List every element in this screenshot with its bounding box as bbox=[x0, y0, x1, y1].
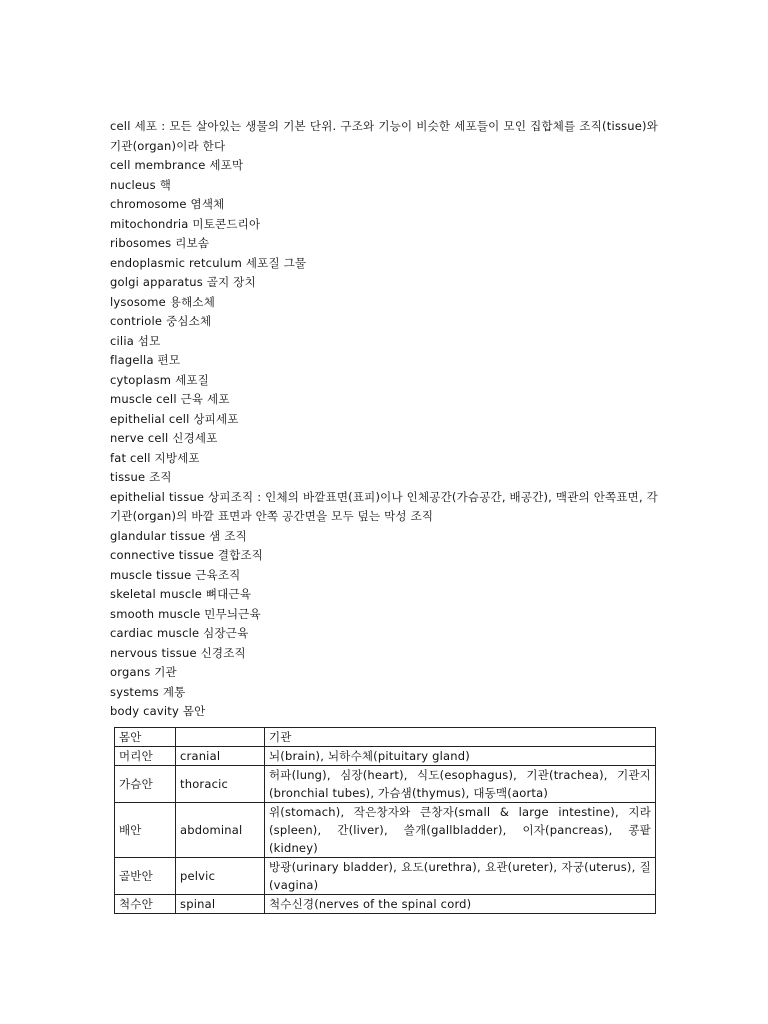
term-item: lysosome 용해소체 bbox=[110, 294, 216, 309]
cavity-organs: 위(stomach), 작은창자와 큰창자(small & large intestine), 지라(spleen), 간(liver), 쓸개(gallbladder), 이자(pancreas), 콩팥(kidney) bbox=[265, 803, 656, 858]
cavity-name-en: pelvic bbox=[176, 858, 265, 895]
cavity-name-ko: 배안 bbox=[115, 803, 176, 858]
term-item: contriole 중심소체 bbox=[110, 314, 212, 328]
table-row bbox=[115, 747, 656, 766]
term-item: tissue 조직 bbox=[110, 470, 172, 484]
term-item: skeletal muscle 뼈대근육 bbox=[110, 587, 252, 601]
cavity-name-ko: 척수안 bbox=[115, 895, 176, 914]
term-item: nervous tissue 신경조직 bbox=[110, 645, 246, 660]
term-list-tissue bbox=[110, 527, 658, 722]
term-item: connective tissue 결합조직 bbox=[110, 548, 264, 562]
cavity-name-en: abdominal bbox=[176, 803, 265, 858]
term-item: smooth muscle 민무늬근육 bbox=[110, 606, 261, 621]
term-item: body cavity 몸안 bbox=[110, 704, 206, 718]
table-header-row bbox=[115, 728, 656, 747]
term-item: ribosomes 리보솜 bbox=[110, 236, 210, 250]
term-item: epithelial cell 상피세포 bbox=[110, 411, 239, 426]
cavity-name-ko: 골반안 bbox=[115, 858, 176, 895]
term-item: cardiac muscle 심장근육 bbox=[110, 626, 249, 640]
table-row bbox=[115, 895, 656, 914]
cavity-organs: 허파(lung), 심장(heart), 식도(esophagus), 기관(trachea), 기관지(bronchial tubes), 가슴샘(thymus), 대동맥(aorta) bbox=[265, 766, 656, 803]
term-item: muscle tissue 근육조직 bbox=[110, 567, 241, 582]
cavity-name-ko: 머리안 bbox=[115, 747, 176, 766]
cell-definition: cell 세포 : 모든 살아있는 생물의 기본 단위. 구조와 기능이 비슷한 세포들이 모인 집합체를 조직(tissue)와 기관(organ)이라 한다 bbox=[110, 119, 658, 153]
term-item: glandular tissue 샘 조직 bbox=[110, 528, 247, 543]
body-cavity-table bbox=[114, 727, 656, 914]
document-body bbox=[110, 117, 658, 722]
term-item: golgi apparatus 골지 장치 bbox=[110, 275, 256, 289]
cavity-name-en: thoracic bbox=[176, 766, 265, 803]
cavity-organs: 뇌(brain), 뇌하수체(pituitary gland) bbox=[265, 747, 656, 766]
header-cell: 몸안 bbox=[115, 728, 176, 747]
header-cell: 기관 bbox=[265, 728, 656, 747]
term-item: cell membrance 세포막 bbox=[110, 158, 244, 172]
term-item: endoplasmic retculum 세포질 그물 bbox=[110, 255, 307, 270]
term-item: organs 기관 bbox=[110, 665, 177, 679]
cavity-name-ko: 가슴안 bbox=[115, 766, 176, 803]
term-item: muscle cell 근육 세포 bbox=[110, 392, 230, 406]
term-item: fat cell 지방세포 bbox=[110, 450, 200, 465]
term-item: flagella 편모 bbox=[110, 353, 181, 367]
cavity-name-en: spinal bbox=[176, 895, 265, 914]
term-list-cell bbox=[110, 156, 658, 488]
term-item: chromosome 염색체 bbox=[110, 197, 225, 211]
epithelial-tissue-definition: epithelial tissue 상피조직 : 인체의 바깥표면(표피)이나 인체공간(가슴공간, 배공간), 맥관의 안쪽표면, 각 기관(organ)의 바깥 표면과 안쪽 공간면을 모두 덮는 막성 조직 bbox=[110, 489, 658, 523]
term-item: nucleus 핵 bbox=[110, 177, 172, 192]
cavity-organs: 방광(urinary bladder), 요도(urethra), 요관(ureter), 자궁(uterus), 질(vagina) bbox=[265, 858, 656, 895]
term-item: cytoplasm 세포질 bbox=[110, 372, 209, 387]
cavity-organs: 척수신경(nerves of the spinal cord) bbox=[265, 895, 656, 914]
table-row bbox=[115, 858, 656, 895]
term-item: nerve cell 신경세포 bbox=[110, 431, 218, 445]
table-row bbox=[115, 766, 656, 803]
cavity-name-en: cranial bbox=[176, 747, 265, 766]
term-item: mitochondria 미토콘드리아 bbox=[110, 216, 261, 231]
table-row bbox=[115, 803, 656, 858]
term-item: cilia 섬모 bbox=[110, 333, 161, 348]
header-cell bbox=[176, 728, 265, 747]
term-item: systems 계통 bbox=[110, 684, 186, 699]
